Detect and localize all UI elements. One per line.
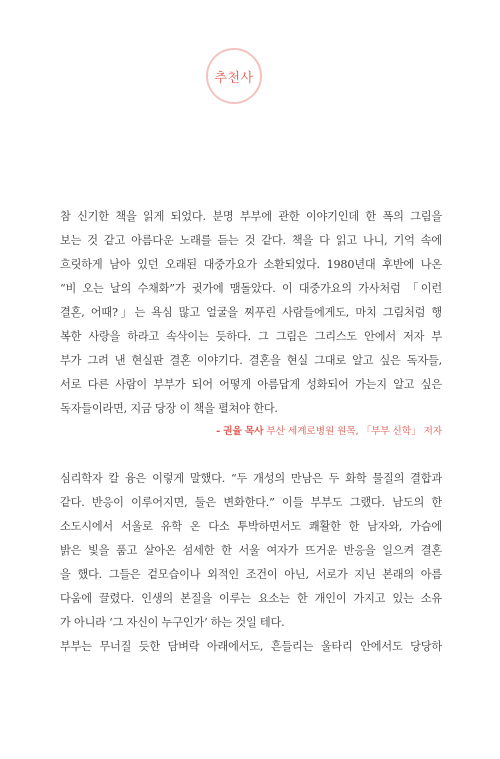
endorsement-line: 복한 사랑을 하라고 속삭이는 듯하다. 그 그림은 그리스도 안에서 저자 부 [60,330,442,343]
endorsement-line: 서로 다른 사람이 부부가 되어 어떻게 아름답게 성화되어 가는지 알고 싶은 [60,378,442,391]
endorsement-line: 보는 것 같고 아름다운 노래를 듣는 것 같다. 책을 다 읽고 나니, 기억 속에 [60,234,442,247]
endorsement-line: 부가 그려 낸 현실판 결혼 이야기다. 결혼을 현실 그대로 알고 싶은 독자들, [60,354,442,367]
endorsement-line: 독자들이라면, 지금 당장 이 책을 펼쳐야 한다. [60,402,278,415]
endorsement-line: 참 신기한 책을 읽게 되었다. 분명 부부에 관한 이야기인데 한 폭의 그림을 [60,210,442,223]
body-line: 같다. 반응이 이루어지면, 둘은 변화한다.” 이들 부부도 그랬다. 남도의 한 [60,496,442,509]
body-line: 소도시에서 서울로 유학 온 다소 투박하면서도 쾌활한 한 남자와, 가슴에 [60,520,442,533]
body-line: 부부는 무너질 듯한 담벼락 아래에서도, 흔들리는 울타리 안에서도 당당하 [60,640,442,653]
body-line: 밝은 빛을 품고 살아온 섬세한 한 서울 여자가 뜨거운 반응을 일으켜 결혼 [60,544,442,557]
body-line: 다움에 끌렸다. 인생의 본질을 이루는 요소는 한 개인이 가지고 있는 소유 [60,592,442,605]
body-line: 을 했다. 그들은 겉모습이나 외적인 조건이 아닌, 서로가 지닌 본래의 아름 [60,568,442,581]
endorsement-attribution [216,423,442,437]
body-paragraph [60,467,442,659]
endorsement-line: 결혼, 어때?」는 욕심 많고 얼굴을 찌푸린 사람들에게도, 마치 그림처럼 행 [60,306,442,319]
endorsement-paragraph [60,205,442,421]
attribution-name: - 권율 목사 [216,426,264,437]
badge-label: 추천사 [214,70,254,86]
endorsement-line: 흐릿하게 남아 있던 오래된 대중가요가 소환되었다. 1980년대 후반에 나온 [60,258,442,271]
recommendation-badge [206,48,262,104]
body-line: 심리학자 칼 융은 이렇게 말했다. “두 개성의 만남은 두 화학 물질의 결합과 [60,472,442,485]
attribution-role: 부산 세계로병원 원목, 「부부 신학」 저자 [266,426,442,437]
body-line: 가 아니라 ‘그 자신이 누구인가’ 하는 것일 테다. [60,616,285,629]
endorsement-line: “비 오는 날의 수채화”가 귓가에 맴돌았다. 이 대중가요의 가사처럼 「이런 [60,282,442,295]
